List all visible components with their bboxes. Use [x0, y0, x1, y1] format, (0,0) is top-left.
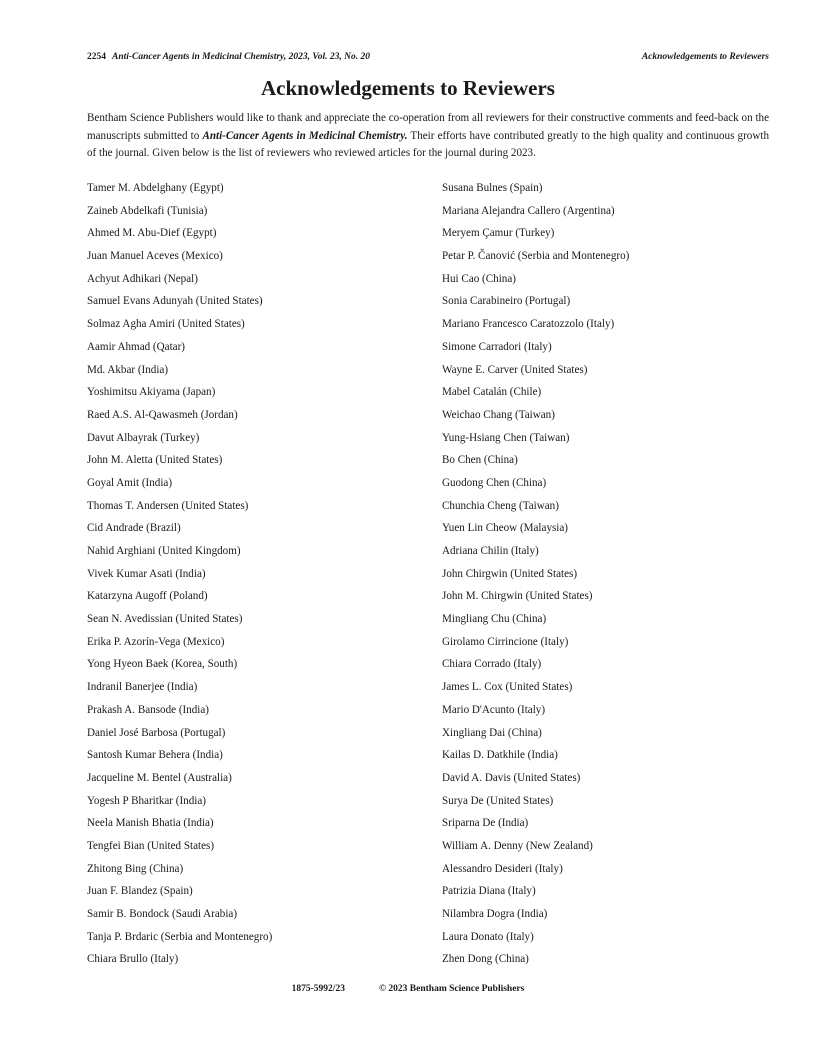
reviewer-entry: Tamer M. Abdelghany (Egypt)	[87, 182, 224, 194]
reviewer-entry: Tanja P. Brdaric (Serbia and Montenegro)	[87, 930, 273, 943]
running-head-section: Acknowledgements to Reviewers	[641, 52, 769, 62]
reviewer-entry: Xingliang Dai (China)	[442, 726, 542, 739]
reviewer-entry: Sean N. Avedissian (United States)	[87, 613, 243, 626]
reviewer-entry: Zhen Dong (China)	[442, 953, 529, 966]
reviewer-entry: Laura Donato (Italy)	[442, 930, 534, 943]
reviewer-entry: Chiara Corrado (Italy)	[442, 658, 542, 671]
journal-year: 2023	[288, 52, 308, 62]
reviewer-entry: Hui Cao (China)	[442, 272, 516, 285]
reviewer-entry: Adriana Chilin (Italy)	[442, 545, 539, 557]
intro-journal-name: Anti-Cancer Agents in Medicinal Chemistry.	[202, 129, 408, 142]
reviewer-entry: William A. Denny (New Zealand)	[442, 839, 593, 852]
reviewer-entry: Girolamo Cirrincione (Italy)	[442, 635, 569, 648]
running-head-citation: 2254 Anti-Cancer Agents in Medicinal Chemistry, 2023, Vol. 23, No. 20	[87, 52, 370, 62]
reviewer-entry: John M. Aletta (United States)	[87, 454, 223, 467]
reviewer-entry: Sonia Carabineiro (Portugal)	[442, 295, 571, 308]
reviewer-entry: Mingliang Chu (China)	[442, 613, 547, 626]
journal-issue: No. 20	[344, 52, 370, 62]
reviewer-entry: Yung-Hsiang Chen (Taiwan)	[442, 431, 570, 444]
journal-name: Anti-Cancer Agents in Medicinal Chemistry	[112, 52, 284, 62]
reviewer-entry: Kailas D. Datkhile (India)	[442, 749, 558, 762]
reviewer-entry: Yuen Lin Cheow (Malaysia)	[442, 522, 569, 535]
reviewer-entry: Juan Manuel Aceves (Mexico)	[87, 250, 223, 263]
reviewer-entry: Patrizia Diana (Italy)	[442, 885, 536, 898]
reviewer-entry: Alessandro Desideri (Italy)	[442, 862, 563, 875]
intro-text-after: Their efforts have contributed greatly to the high quality and continuous growth of the journal. Given below is the list of reviewers who reviewed articles for the journal during 2023.	[87, 129, 769, 159]
reviewer-entry: Erika P. Azorín-Vega (Mexico)	[87, 635, 225, 648]
reviewer-entry: Wayne E. Carver (United States)	[442, 363, 588, 376]
reviewer-entry: Tengfei Bian (United States)	[87, 839, 215, 852]
intro-text-before: Bentham Science Publishers would like to thank and appreciate the co-operation from all reviewers for their constructive comments and feed-back on the manuscripts submitted to	[87, 112, 769, 142]
reviewer-entry: Achyut Adhikari (Nepal)	[87, 272, 198, 285]
page-footer	[0, 984, 816, 994]
reviewer-entry: Mariana Alejandra Callero (Argentina)	[442, 204, 615, 217]
reviewer-entry: Guodong Chen (China)	[442, 476, 547, 489]
reviewer-entry: Mabel Catalán (Chile)	[442, 386, 542, 399]
reviewer-list-right	[442, 178, 769, 972]
reviewer-entry: Prakash A. Bansode (India)	[87, 703, 210, 716]
reviewer-entry: Santosh Kumar Behera (India)	[87, 749, 223, 762]
reviewer-entry: Cid Andrade (Brazil)	[87, 522, 181, 535]
reviewer-entry: Chunchia Cheng (Taiwan)	[442, 499, 559, 512]
reviewer-entry: Simone Carradori (Italy)	[442, 340, 552, 353]
reviewer-entry: Katarzyna Augoff (Poland)	[87, 590, 208, 603]
reviewer-entry: Thomas T. Andersen (United States)	[87, 499, 249, 512]
reviewer-entry: John M. Chirgwin (United States)	[442, 590, 593, 603]
reviewer-entry: Weichao Chang (Taiwan)	[442, 408, 555, 421]
reviewer-entry: Susana Bulnes (Spain)	[442, 182, 543, 194]
reviewer-entry: Raed A.S. Al-Qawasmeh (Jordan)	[87, 408, 238, 421]
reviewer-entry: Aamir Ahmad (Qatar)	[87, 340, 185, 353]
reviewer-entry: Yong Hyeon Baek (Korea, South)	[87, 658, 238, 671]
running-head	[87, 52, 769, 64]
reviewer-entry: Davut Albayrak (Turkey)	[87, 431, 200, 444]
reviewer-entry: Bo Chen (China)	[442, 454, 518, 467]
page-title: Acknowledgements to Reviewers	[261, 76, 555, 100]
reviewer-list-left	[87, 178, 427, 972]
reviewer-entry: John Chirgwin (United States)	[442, 567, 578, 580]
footer-copyright: © 2023 Bentham Science Publishers	[378, 984, 525, 994]
reviewer-entry: Mario D'Acunto (Italy)	[442, 703, 546, 716]
page-number: 2254	[87, 52, 106, 62]
reviewer-entry: Md. Akbar (India)	[87, 363, 169, 376]
reviewer-entry: Solmaz Agha Amiri (United States)	[87, 318, 245, 331]
reviewer-entry: Vivek Kumar Asati (India)	[87, 567, 206, 580]
reviewer-entry: Zaineb Abdelkafi (Tunisia)	[87, 204, 208, 217]
reviewer-entry: Ahmed M. Abu-Dief (Egypt)	[87, 227, 217, 240]
reviewer-entry: Neela Manish Bhatia (India)	[87, 817, 214, 830]
reviewer-entry: Goyal Amit (India)	[87, 476, 173, 489]
reviewer-entry: James L. Cox (United States)	[442, 681, 573, 694]
reviewer-entry: Yogesh P Bharitkar (India)	[87, 794, 206, 807]
reviewer-entry: Daniel José Barbosa (Portugal)	[87, 726, 226, 739]
reviewer-entry: Nahid Arghiani (United Kingdom)	[87, 545, 241, 557]
reviewer-entry: Samuel Evans Adunyah (United States)	[87, 295, 263, 308]
reviewer-entry: Petar P. Čanović (Serbia and Montenegro)	[442, 250, 630, 263]
reviewer-entry: Sriparna De (India)	[442, 817, 529, 830]
reviewer-entry: Surya De (United States)	[442, 794, 554, 807]
reviewer-entry: Chiara Brullo (Italy)	[87, 953, 179, 966]
reviewer-entry: David A. Davis (United States)	[442, 771, 581, 784]
reviewer-entry: Meryem Çamur (Turkey)	[442, 227, 555, 240]
intro-paragraph	[87, 110, 769, 163]
footer-issn: 1875-5992/23	[291, 984, 345, 994]
journal-volume: Vol. 23	[312, 52, 340, 62]
reviewer-entry: Mariano Francesco Caratozzolo (Italy)	[442, 318, 615, 331]
reviewer-entry: Jacqueline M. Bentel (Australia)	[87, 771, 232, 784]
reviewer-entry: Indranil Banerjee (India)	[87, 681, 198, 694]
reviewer-entry: Samir B. Bondock (Saudi Arabia)	[87, 908, 238, 920]
reviewer-entry: Juan F. Blandez (Spain)	[87, 885, 193, 898]
reviewer-entry: Yoshimitsu Akiyama (Japan)	[87, 386, 216, 399]
reviewer-entry: Zhitong Bing (China)	[87, 862, 184, 875]
reviewer-entry: Nilambra Dogra (India)	[442, 908, 548, 920]
